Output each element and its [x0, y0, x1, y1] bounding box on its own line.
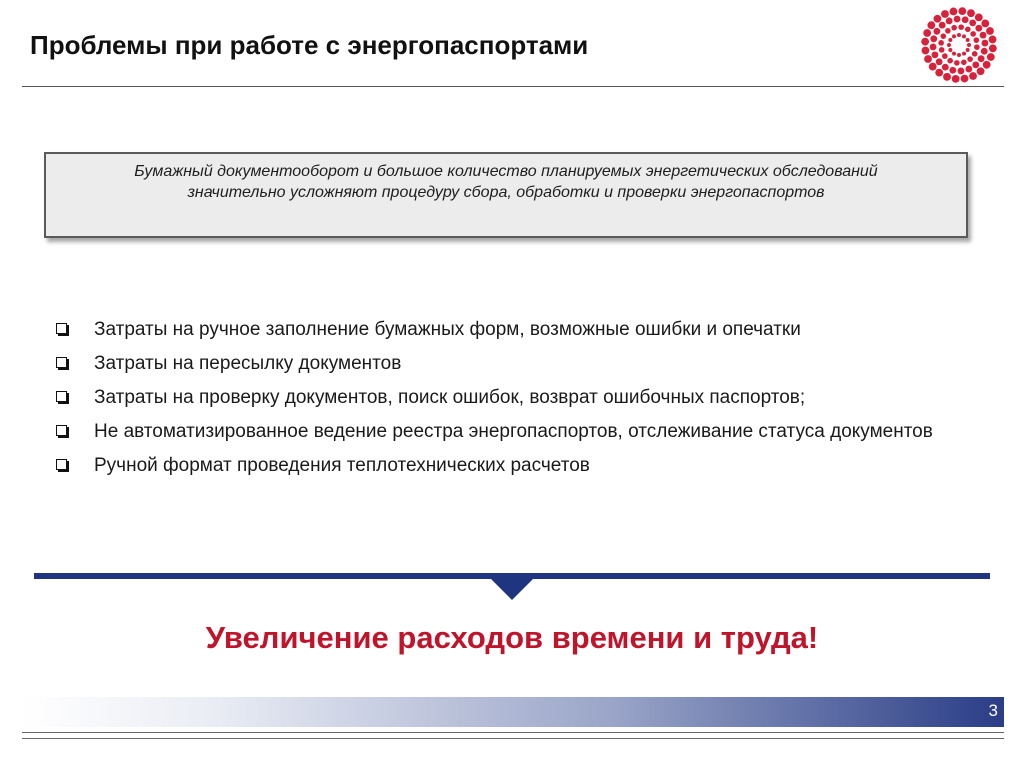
callout-text: Бумажный документооборот и большое количество планируемых энергетических обследований значительно усложняют процедуру сбора, обработки и проверки энергопаспортов [134, 163, 878, 201]
logo-dot [952, 34, 956, 38]
checkbox-bullet-icon [56, 357, 67, 368]
checkbox-bullet-icon [56, 323, 67, 334]
logo-dot [923, 29, 931, 37]
logo-dot [954, 16, 961, 23]
logo-dot [932, 51, 939, 58]
logo-dot [949, 67, 956, 74]
logo-dot [967, 9, 975, 17]
logo-dot [952, 52, 956, 56]
logo-dot [961, 75, 969, 83]
footer-rule [22, 738, 1004, 739]
down-arrow-icon [490, 578, 534, 600]
logo-dot [942, 64, 949, 71]
logo-dot [969, 72, 977, 80]
logo-dot [930, 35, 937, 42]
logo-dot [965, 66, 972, 73]
list-item [54, 351, 974, 377]
list-item [54, 385, 974, 411]
logo-dot [962, 52, 966, 56]
logo-dot [939, 22, 946, 29]
list-item-text: Затраты на проверку документов, поиск ошибок, возврат ошибочных паспортов; [94, 387, 806, 408]
logo-dot [943, 73, 951, 81]
sunburst-logo-icon [920, 6, 998, 84]
logo-dot [974, 37, 980, 43]
logo-dot [975, 25, 982, 32]
logo-dot [935, 69, 943, 77]
list-item-text: Ручной формат проведения теплотехнических расчетов [94, 455, 590, 476]
logo-dot [981, 20, 989, 28]
logo-dot [939, 47, 945, 53]
logo-dot [989, 36, 997, 44]
checkbox-bullet-icon [56, 459, 67, 470]
logo-dot [978, 55, 985, 62]
logo-dot [938, 40, 944, 46]
logo-dot [948, 48, 952, 52]
logo-dot [969, 19, 976, 26]
logo-dot [924, 55, 932, 63]
logo-dot [961, 60, 967, 66]
list-item-text: Затраты на пересылку документов [94, 353, 402, 374]
slide-title: Проблемы при работе с энергопаспортами [30, 30, 589, 60]
logo-dot [921, 38, 929, 46]
callout-box [44, 152, 968, 238]
logo-dot [980, 32, 987, 39]
footer-band [22, 697, 1004, 727]
logo-dot [934, 15, 942, 23]
logo-dot [967, 43, 971, 47]
logo-dot [954, 60, 960, 66]
logo-dot [970, 31, 976, 37]
list-item [54, 453, 974, 479]
logo-dot [975, 13, 983, 21]
logo-dot [958, 68, 965, 75]
conclusion-text: Увеличение расходов времени и труда! [205, 620, 819, 655]
logo-dot [947, 58, 953, 64]
logo-dot [922, 47, 930, 55]
list-item [54, 317, 974, 343]
logo-dot [958, 24, 964, 30]
logo-dot [950, 8, 958, 16]
list-item-text: Не автоматизированное ведение реестра энергопаспортов, отслеживание статуса документов [94, 421, 933, 442]
logo-dot [958, 7, 966, 15]
logo-dot [966, 48, 970, 52]
logo-dot [972, 51, 978, 57]
logo-dot [927, 21, 935, 29]
logo-dot [948, 38, 952, 42]
header-divider [22, 86, 1004, 87]
page-number: 3 [988, 701, 998, 720]
logo-dot [987, 53, 995, 61]
logo-dot [942, 53, 948, 59]
checkbox-bullet-icon [56, 425, 67, 436]
list-item-text: Затраты на ручное заполнение бумажных форм, возможные ошибки и опечатки [94, 319, 801, 340]
logo-dot [957, 33, 961, 37]
logo-dot [951, 25, 957, 31]
footer-rule [22, 732, 1004, 733]
logo-dot [982, 40, 989, 47]
list-item [54, 419, 974, 445]
problem-list [54, 317, 974, 487]
logo-dot [941, 10, 949, 18]
logo-dot [967, 56, 973, 62]
logo-dot [981, 48, 988, 55]
logo-dot [933, 28, 940, 35]
logo-dot [947, 43, 951, 47]
checkbox-bullet-icon [56, 391, 67, 402]
logo-dot [986, 27, 994, 35]
logo-dot [974, 44, 980, 50]
logo-dot [936, 58, 943, 65]
logo-dot [965, 27, 971, 33]
logo-dot [930, 44, 937, 51]
logo-dot [966, 38, 970, 42]
logo-dot [962, 34, 966, 38]
logo-dot [957, 53, 961, 57]
logo-dot [945, 28, 951, 34]
logo-dot [952, 75, 960, 83]
logo-dot [983, 61, 991, 69]
logo-dot [989, 44, 997, 52]
logo-dot [929, 63, 937, 71]
logo-dot [977, 67, 985, 75]
logo-dot [941, 33, 947, 39]
logo-dot [946, 18, 953, 25]
logo-dot [962, 16, 969, 23]
logo-dot [972, 61, 979, 68]
